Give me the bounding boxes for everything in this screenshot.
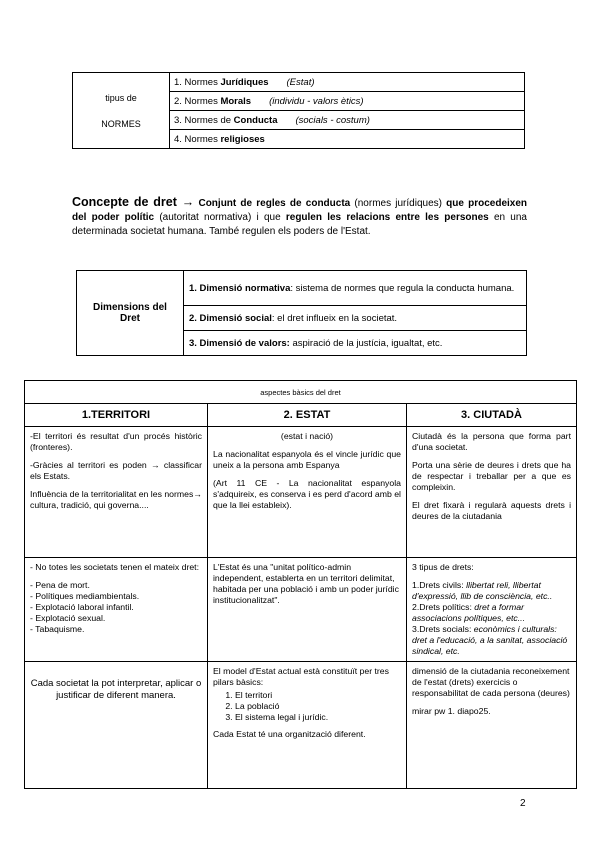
aspects-caption: aspectes bàsics del dret [25,381,577,404]
norm-item [170,73,525,92]
rights-label: 1.Drets civils: [412,580,467,590]
list-item: - Explotació sexual. [30,613,202,624]
territori-intro: - No totes les societats tenen el mateix dret: [30,562,200,572]
rights-text: llibertat reli, llibertat d'expressió, llib de consciència, etc.. [412,580,553,601]
list-item: - Polítiques mediambientals. [30,591,202,602]
norm-prefix: 1. Normes [174,76,221,88]
concept-paragraph [72,195,527,239]
concept-s2: (normes jurídiques) [350,198,447,209]
list-item: - Explotació laboral infantil. [30,602,202,613]
territori-text: -El territori és resultat d'un procés històric (fronteres). [30,431,202,452]
norms-label-line2: NORMES [101,118,141,129]
page-number: 2 [520,798,526,809]
list-item: 1. El territori [235,690,401,701]
concept-s6: en una determinada societat humana. També regulen els poders de l'Estat. [72,212,527,237]
pillars-list [227,690,401,723]
list-item: - Pena de mort. [30,580,202,591]
norms-label-cell [73,73,170,149]
list-item: - Tabaquisme. [30,624,202,635]
norm-type: Jurídiques [220,76,269,88]
norm-prefix: 4. Normes [174,133,221,145]
estat-text: Cada Estat té una organització diferent. [213,729,366,739]
rights-text: dret a formar associacions polítiques, etc... [412,602,525,623]
header-ciutada: 3. CIUTADÀ [407,404,577,427]
territori-text: -Gràcies al territori es poden → classificar els Estats. [30,460,202,481]
rights-label: 3.Drets socials: [412,624,474,634]
norms-label-line1: tipus de [105,92,137,103]
ciutada-text: dimensió de la ciutadania reconeixement de l'estat (drets) exercicis o responsabilitat de cada persona (deures) [412,666,570,698]
estat-text: El model d'Estat actual està constituït per tres pilars bàsics: [213,666,389,687]
aspects-row [25,558,577,662]
list-item: 3. El sistema legal i jurídic. [235,712,401,723]
rights-intro: 3 tipus de drets: [412,562,474,572]
estat-text: La nacionalitat espanyola és el vincle jurídic que uneix a la persona amb Espanya [213,449,401,470]
norm-item [170,92,525,111]
ciutada-cell [407,558,577,662]
concept-s3: que procedeixen del poder polític [72,198,528,223]
rights-civil [412,580,571,602]
ciutada-text: El dret fixarà i regularà aquests drets i deures de la ciutadania [412,500,571,521]
norm-item [170,130,525,149]
norm-prefix: 2. Normes [174,95,221,107]
rights-political [412,602,571,624]
dimension-title: 1. Dimensió normativa [189,282,291,294]
header-territori: 1.TERRITORI [25,404,208,427]
estat-text: (Art 11 CE - La nacionalitat espanyola s'adquireix, es conserva i es perd d'acord amb el que la llei estableix). [213,478,401,510]
dimensions-table [76,270,527,356]
header-estat: 2. ESTAT [208,404,407,427]
norm-note: (Estat) [286,76,315,88]
dimension-text: : sistema de normes que regula la conducta humana. [290,282,515,294]
rights-social [412,624,571,657]
ciutada-cell [407,662,577,789]
ciutada-text: mirar pw 1. diapo25. [412,706,491,716]
dimension-title: 3. Dimensió de valors: [189,337,290,349]
dimension-title: 2. Dimensió social [189,312,272,324]
estat-cell [208,427,407,558]
norms-table [72,72,525,149]
norm-note: (socials - costum) [295,114,370,126]
concept-title: Concepte de dret → [72,195,195,209]
aspects-header-row [25,404,577,427]
norm-item [170,111,525,130]
norm-prefix: 3. Normes de [174,114,234,126]
dimensions-label: Dimensions del Dret [77,271,184,356]
estat-cell [208,558,407,662]
territori-cell [25,558,208,662]
concept-s1: Conjunt de regles de conducta [194,198,351,209]
concept-s4: (autoritat normativa) i que [154,212,286,223]
list-item: 2. La població [235,701,401,712]
territori-text: Influència de la territorialitat en les normes→ cultura, tradició, qui governa.... [30,489,202,510]
concept-s5: regulen les relacions entre les persones [285,212,489,223]
dimension-text: aspiració de la justícia, igualtat, etc. [289,337,443,349]
norms-row [73,73,525,92]
rights-text: econòmics i culturals: dret a l'educació, a la sanitat, associació sindical, etc. [412,624,568,656]
norm-type: Morals [220,95,252,107]
aspects-caption-row [25,381,577,404]
dimension-text: : el dret influeix en la societat. [271,312,398,324]
estat-cell [208,662,407,789]
dimension-item [184,306,527,331]
territori-cell [25,662,208,789]
dimension-item [184,331,527,356]
ciutada-text: Porta una sèrie de deures i drets que ha de respectar i treballar per a que es compleixin. [412,460,571,492]
norm-note: (individu - valors ètics) [269,95,364,107]
estat-definition: L'Estat és una "unitat político-admin independent, establerta en un territori delimitat, habitada per una població i amb un poder jurídic institucionalitzat". [213,562,399,605]
estat-subtitle: (estat i nació) [280,431,334,441]
norm-type: Conducta [233,114,278,126]
ciutada-text: Ciutadà és la persona que forma part d'una societat. [412,431,571,452]
norm-type: religioses [220,133,265,145]
law-variation-list [30,580,202,635]
territori-cell [25,427,208,558]
aspects-table [24,380,577,789]
territori-text: Cada societat la pot interpretar, aplicar o justificar de diferent manera. [30,678,202,701]
dimension-item [184,271,527,306]
ciutada-cell [407,427,577,558]
aspects-row [25,427,577,558]
rights-label: 2.Drets polítics: [412,602,475,612]
aspects-row [25,662,577,789]
dimension-row [77,271,527,306]
